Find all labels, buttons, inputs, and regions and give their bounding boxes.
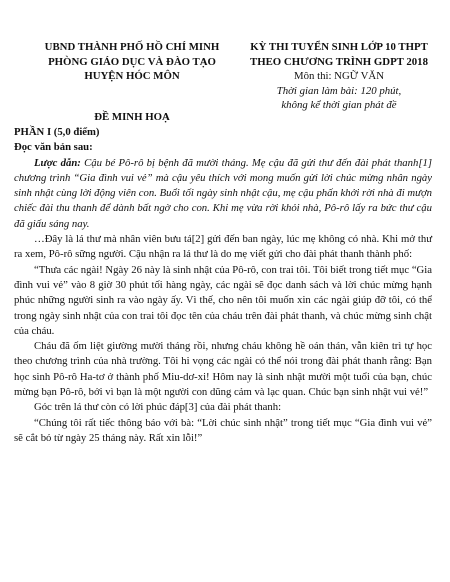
exam-title: KỲ THI TUYỂN SINH LỚP 10 THPT	[250, 41, 428, 53]
paragraph: “Chúng tôi rất tiếc thông báo với bà: “Lời chúc sinh nhật” trong tiết mục “Gia đình vui vẻ” sẽ cắt bỏ từ ngày 25 tháng này. Rất xin lỗi!”	[14, 416, 432, 444]
section-title: PHẦN I (5,0 điểm)	[14, 126, 100, 138]
exam-body	[14, 125, 432, 446]
lead-text: Cậu bé Pô-rô bị bệnh đã mười tháng. Mẹ cậu đã gửi thư đến đài phát thanh[1] chương trình “Gia đình vui vẻ” mà cậu yêu thích với mong muốn gửi lời chúc mừng nhân ngày sinh nhật cùng lời động viên con. Buổi tối ngày sinh nhật cậu, mẹ cậu phấn khởi rời nhà đi mượn chiếc đài thu thanh để dành bất ngờ cho con. Khi mẹ vừa rời khỏi nhà, Pô-rô lấy ra bức thư cậu đã giấu sáng nay.	[14, 156, 432, 230]
document-type: ĐỀ MINH HOẠ	[94, 110, 170, 123]
paragraph: “Thưa các ngài! Ngày 26 này là sinh nhật của Pô-rô, con trai tôi. Tôi biết trong tiết mục “Gia đình vui vẻ” vào 8 giờ 30 phút tối hàng ngày, các ngài sẽ đọc danh sách và lời chúc mừng hạnh phúc những người sinh ra vào ngày ấy. Vì thế, cho nên tôi muốn xin các ngài giúp đỡ tôi, có thể trong ngày sinh nhật của con trai tôi đọc tên của cháu trên đài phát thanh, và chúc mừng sinh chật của cháu.	[14, 263, 432, 337]
exam-program: THEO CHƯƠNG TRÌNH GDPT 2018	[250, 55, 428, 68]
district-name: HUYỆN HÓC MÔN	[84, 70, 180, 82]
section-subtitle: Đọc văn bản sau:	[14, 141, 93, 154]
lead-paragraph	[14, 156, 432, 232]
header-right	[228, 40, 450, 113]
paragraph: Cháu đã ốm liệt giường mười tháng rồi, nhưng cháu không hề oán thán, vẫn kiên trì tự học theo chương trình của nhà trường. Tôi hi vọng các ngài có thể nói trong đài phát thanh rằng: Bạn học sinh Pô-rô Ha-tơ ở thành phố Miu-dơ-xi! Hôm nay là sinh nhật mười một tuổi của bạn, chúc mừng bạn Pô-rô, bởi vì bạn là một người con dũng cảm và lạc quan. Chúc bạn sinh nhật vui vẻ!”	[14, 340, 432, 399]
exam-time: Thời gian làm bài: 120 phút,	[276, 84, 402, 97]
header-left	[16, 40, 248, 124]
lead-label: Lược dẫn:	[34, 156, 81, 169]
paragraph: Góc trên lá thư còn có lời phúc đáp[3] của đài phát thanh:	[34, 401, 282, 414]
exam-time-note: không kể thời gian phát đề	[281, 99, 397, 111]
authority-name: UBND THÀNH PHỐ HỒ CHÍ MINH	[44, 41, 220, 53]
paragraph: …Đây là lá thư mà nhân viên bưu tá[2] gửi đến ban ngày, lúc mẹ không có nhà. Khi mở thư ra xem, Pô-rô sững người. Cậu nhận ra lá thư là do mẹ viết gửi cho đài phát thanh thành phố:	[14, 233, 432, 261]
department-name: PHÒNG GIÁO DỤC VÀ ĐÀO TẠO	[48, 55, 216, 68]
exam-subject: Môn thi: NGỮ VĂN	[293, 70, 385, 82]
